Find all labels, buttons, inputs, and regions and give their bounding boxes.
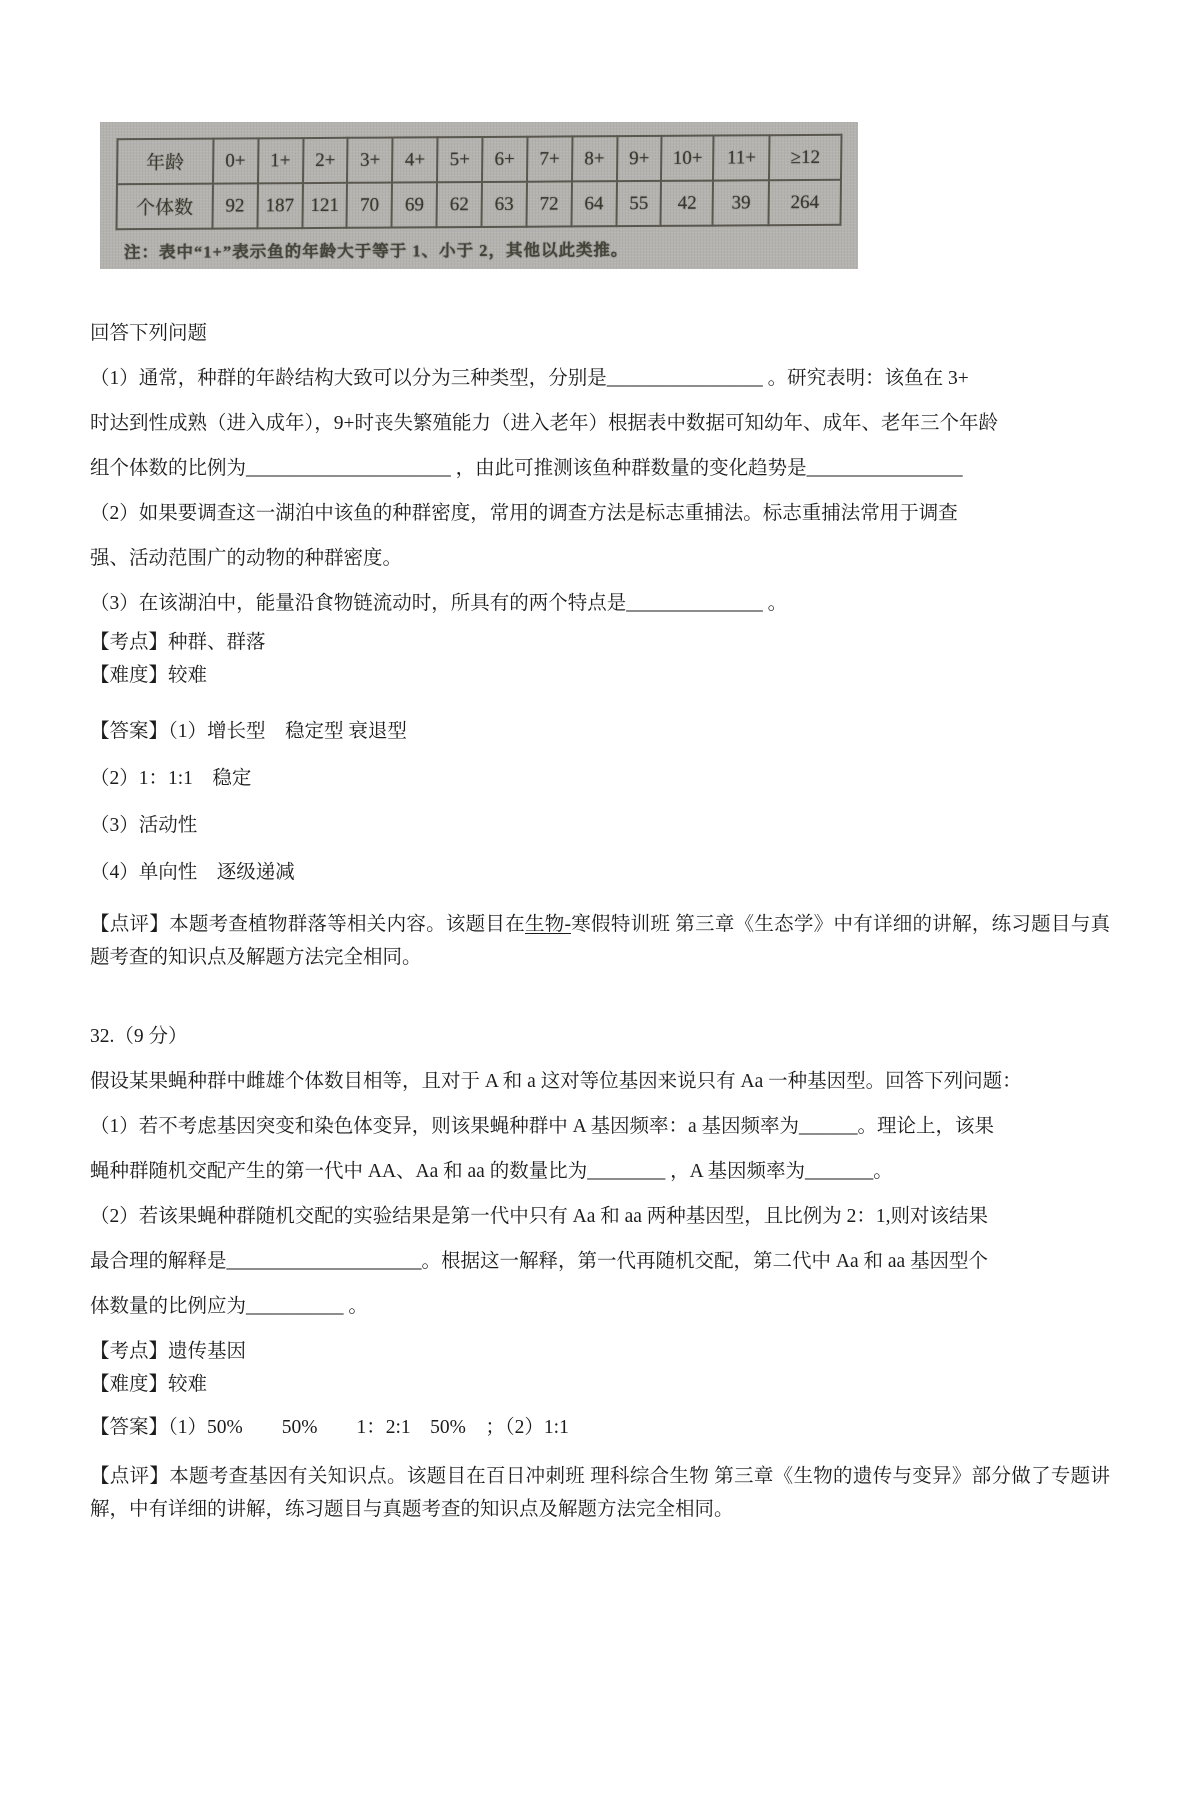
q32-topic-label: 【考点】遗传基因 <box>90 1341 247 1362</box>
table-value-cell: 69 <box>392 182 437 227</box>
q31-sub1-line2: 时达到性成熟（进入成年），9+时丧失繁殖能力（进入老年）根据表中数据可知幼年、成年、老年三个年龄 <box>90 413 998 434</box>
q31-answer-block <box>90 708 1110 896</box>
table-header-cell: 9+ <box>617 136 662 181</box>
table-header-cell: 8+ <box>572 136 617 181</box>
q32-difficulty-label: 【难度】较难 <box>90 1374 208 1395</box>
q31-sub2-line2: 强、活动范围广的动物的种群密度。 <box>90 548 403 569</box>
table-header-cell: 10+ <box>661 136 713 181</box>
q31-answer-2: （2）1：1:1 稳定 <box>90 768 252 789</box>
table-value-cell: 72 <box>526 181 571 226</box>
q31-topic-label: 【考点】种群、群落 <box>90 632 266 653</box>
table-header-cell: ≥12 <box>769 135 841 180</box>
table-value-cell: 70 <box>347 183 392 228</box>
q31-answer-3: （3）活动性 <box>90 815 198 836</box>
q32-sub2-line2: 最合理的解释是____________________。根据这一解释，第一代再随机交配，第二代中 Aa 和 aa 基因型个 <box>90 1251 989 1272</box>
table-header-cell: 7+ <box>527 136 572 181</box>
table-value-cell: 121 <box>302 183 347 228</box>
table-header-cell: 0+ <box>213 138 258 183</box>
table-value-cell: 39 <box>713 180 769 225</box>
table-header-cell: 年龄 <box>117 139 213 185</box>
table-value-cell: 62 <box>437 182 482 227</box>
q31-sub1-line3: 组个体数的比例为_____________________ ，由此可推测该鱼种群数量的变化趋势是________________ <box>90 458 963 479</box>
q31-prompt: 回答下列问题 <box>90 323 208 344</box>
table-value-cell: 55 <box>616 181 661 226</box>
table-header-cell: 5+ <box>437 137 482 182</box>
q32-number: 32.（9 分） <box>90 1026 188 1047</box>
q32-answer: 【答案】（1）50% 50% 1：2:1 50% ；（2）1:1 <box>90 1417 569 1438</box>
q32-sub2-line3: 体数量的比例应为__________ 。 <box>90 1296 368 1317</box>
q31-sub1-line1: （1）通常，种群的年龄结构大致可以分为三种类型，分别是________________ 。研究表明：该鱼在 3+ <box>90 368 969 389</box>
q31-comment-underlined: 生物- <box>524 914 572 935</box>
table-header-cell: 4+ <box>392 137 437 182</box>
q32-comment: 【点评】本题考查基因有关知识点。该题目在百日冲刺班 理科综合生物 第三章《生物的遗传与变异》部分做了专题讲解，中有详细的讲解，练习题目与真题考查的知识点及解题方法完全相同。 <box>90 1466 1110 1520</box>
table-footnote: 注：表中“1+”表示鱼的年龄大于等于 1、小于 2，其他以此类推。 <box>123 240 629 262</box>
table-header-row <box>117 135 841 184</box>
q31-sub2-line1: （2）如果要调查这一湖泊中该鱼的种群密度，常用的调查方法是标志重捕法。标志重捕法常用于调查 <box>90 503 958 524</box>
table-value-cell: 187 <box>257 183 302 228</box>
table-header-cell: 6+ <box>482 137 527 182</box>
table-header-cell: 11+ <box>713 135 769 180</box>
q31-difficulty-label: 【难度】较难 <box>90 665 208 686</box>
exam-page <box>0 122 1200 1526</box>
fish-age-table <box>115 134 842 230</box>
q32-sub2-line1: （2）若该果蝇种群随机交配的实验结果是第一代中只有 Aa 和 aa 两种基因型，且比例为 2：1,则对该结果 <box>90 1206 989 1227</box>
table-header-cell: 2+ <box>303 138 348 183</box>
table-header-cell: 3+ <box>347 138 392 183</box>
table-value-cell: 64 <box>571 181 616 226</box>
q31-comment <box>90 908 1110 974</box>
table-value-cell: 42 <box>661 181 713 226</box>
q32-sub1-line1: （1）若不考虑基因突变和染色体变异，则该果蝇种群中 A 基因频率：a 基因频率为______。理论上，该果 <box>90 1116 995 1137</box>
q31-answer-4: （4）单向性 逐级递减 <box>90 862 295 883</box>
table-row-label: 个体数 <box>116 184 212 230</box>
q32-sub1-line2: 蝇种群随机交配产生的第一代中 AA、Aa 和 aa 的数量比为________ ，A 基因频率为_______。 <box>90 1161 893 1182</box>
table-value-cell: 264 <box>769 180 841 225</box>
table-value-cell: 63 <box>482 182 527 227</box>
q31-comment-pre: 【点评】本题考查植物群落等相关内容。该题目在 <box>90 914 525 935</box>
table-header-cell: 1+ <box>258 138 303 183</box>
table-value-cell: 92 <box>212 183 257 228</box>
q31-comment-post: 寒假特训班 第三章《生态学》中有详细的讲解，练习题目与真题考查的知识点及解题方法完全相同。 <box>90 914 1110 968</box>
q31-sub3-line: （3）在该湖泊中，能量沿食物链流动时，所具有的两个特点是______________ 。 <box>90 593 788 614</box>
table-value-row <box>116 180 840 229</box>
q31-answer-1: 【答案】（1）增长型 稳定型 衰退型 <box>90 721 407 742</box>
q32-intro: 假设某果蝇种群中雌雄个体数目相等，且对于 A 和 a 这对等位基因来说只有 Aa 一种基因型。回答下列问题： <box>90 1071 1022 1092</box>
scanned-table-image <box>100 122 858 269</box>
